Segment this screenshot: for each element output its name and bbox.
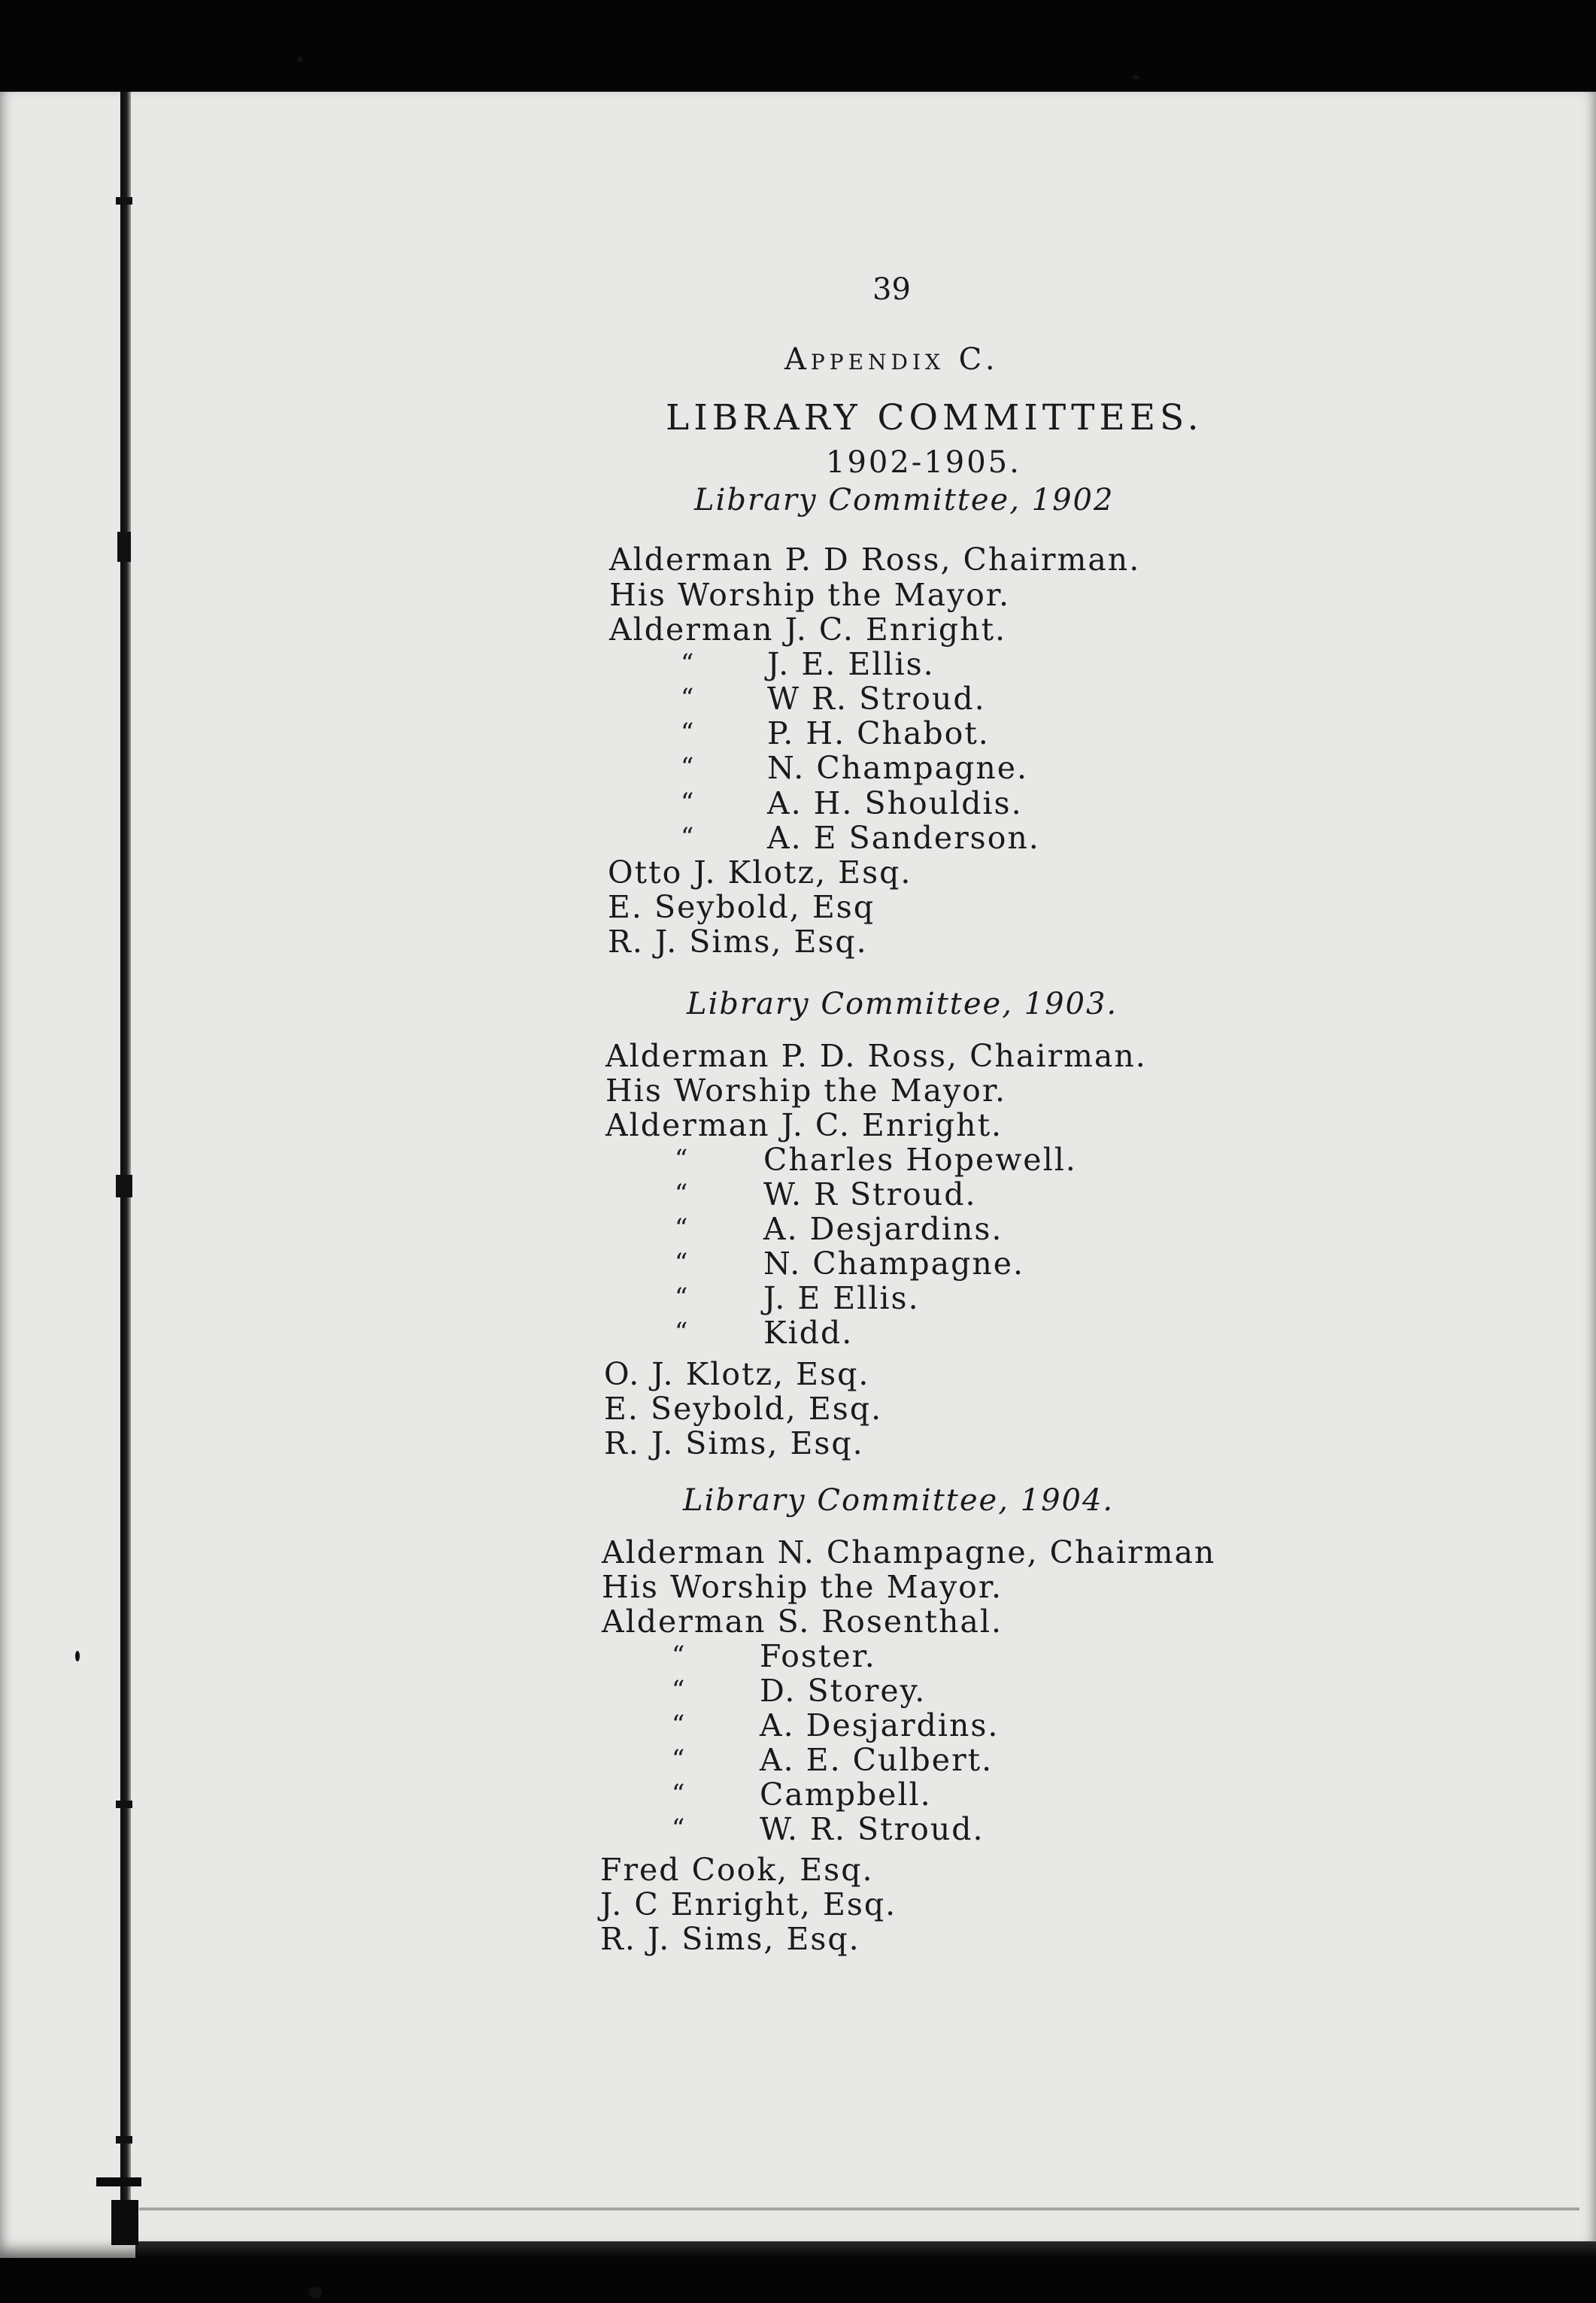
binding-mark	[116, 1801, 132, 1808]
member-line: J. C Enright, Esq.	[600, 1886, 897, 1922]
ditto-mark: “	[681, 718, 694, 748]
member-line: E. Seybold, Esq.	[604, 1391, 883, 1427]
member-line: Alderman S. Rosenthal.	[602, 1604, 1003, 1640]
scan-artifact	[96, 2177, 141, 2186]
ditto-mark: “	[681, 822, 694, 852]
page-number: 39	[872, 272, 911, 307]
member-line: R. J. Sims, Esq.	[604, 1425, 864, 1461]
ditto-mark: “	[672, 1640, 685, 1670]
member-line: J. E. Ellis.	[767, 646, 935, 682]
ditto-mark: “	[675, 1282, 688, 1312]
member-line: Foster.	[760, 1638, 876, 1674]
member-line: A. E. Culbert.	[760, 1742, 994, 1778]
member-line: Charles Hopewell.	[763, 1142, 1077, 1178]
ditto-mark: “	[675, 1144, 688, 1174]
member-line: W R. Stroud.	[767, 681, 986, 717]
binding-mark	[117, 532, 131, 562]
scan-speck	[308, 2286, 322, 2298]
member-line: Alderman J. C. Enright.	[609, 611, 1007, 648]
year-range: 1902-1905.	[826, 445, 1021, 480]
member-line: Kidd.	[763, 1315, 854, 1351]
committee-heading-1903: Library Committee, 1903.	[687, 987, 1118, 1021]
member-line: R. J. Sims, Esq.	[608, 924, 868, 960]
member-line: Alderman J. C. Enright.	[605, 1107, 1003, 1143]
member-line: E. Seybold, Esq	[608, 889, 875, 925]
appendix-heading: Appendix C.	[784, 342, 1000, 377]
member-line: J. E Ellis.	[763, 1280, 920, 1316]
member-line: Fred Cook, Esq.	[600, 1852, 874, 1888]
member-line: Campbell.	[760, 1777, 932, 1813]
scan-speck	[297, 56, 303, 62]
member-line: A. Desjardins.	[763, 1211, 1003, 1247]
scan-speck	[75, 1651, 80, 1661]
page-edge-line	[139, 2207, 1579, 2210]
ditto-mark: “	[681, 752, 694, 782]
member-line: His Worship the Mayor.	[609, 577, 1010, 613]
member-line: Alderman N. Champagne, Chairman	[602, 1534, 1216, 1570]
ditto-mark: “	[672, 1813, 685, 1843]
member-line: O. J. Klotz, Esq.	[604, 1356, 870, 1392]
binding-mark	[116, 197, 132, 205]
ditto-mark: “	[672, 1675, 685, 1705]
ditto-mark: “	[675, 1248, 688, 1278]
member-line: P. H. Chabot.	[767, 715, 990, 751]
member-line: N. Champagne.	[763, 1246, 1025, 1282]
member-line: A. Desjardins.	[760, 1707, 1000, 1743]
member-line: W. R. Stroud.	[760, 1811, 985, 1847]
binding-mark	[116, 1175, 132, 1197]
member-line: N. Champagne.	[767, 750, 1029, 786]
ditto-mark: “	[681, 787, 694, 818]
ditto-mark: “	[675, 1179, 688, 1209]
member-line: Alderman P. D Ross, Chairman.	[609, 542, 1141, 578]
member-line: His Worship the Mayor.	[605, 1073, 1006, 1109]
member-line: Otto J. Klotz, Esq.	[608, 854, 912, 891]
ditto-mark: “	[672, 1779, 685, 1809]
member-line: His Worship the Mayor.	[602, 1569, 1003, 1605]
member-line: Alderman P. D. Ross, Chairman.	[605, 1038, 1147, 1074]
member-line: D. Storey.	[760, 1673, 927, 1709]
scan-artifact	[111, 2200, 138, 2245]
committee-heading-1904: Library Committee, 1904.	[683, 1483, 1115, 1518]
member-line: R. J. Sims, Esq.	[600, 1921, 860, 1957]
member-line: A. H. Shouldis.	[767, 785, 1023, 821]
ditto-mark: “	[672, 1710, 685, 1740]
ditto-mark: “	[675, 1213, 688, 1243]
ditto-mark: “	[675, 1317, 688, 1347]
ditto-mark: “	[681, 648, 694, 678]
member-line: W. R Stroud.	[763, 1176, 977, 1212]
binding-mark	[116, 2136, 132, 2144]
committee-heading-1902: Library Committee, 1902	[694, 483, 1115, 517]
scan-speck	[1132, 75, 1139, 80]
page-title: LIBRARY COMMITTEES.	[666, 397, 1203, 438]
binding-edge	[120, 92, 131, 2228]
ditto-mark: “	[672, 1744, 685, 1774]
member-line: A. E Sanderson.	[767, 820, 1040, 856]
ditto-mark: “	[681, 683, 694, 713]
